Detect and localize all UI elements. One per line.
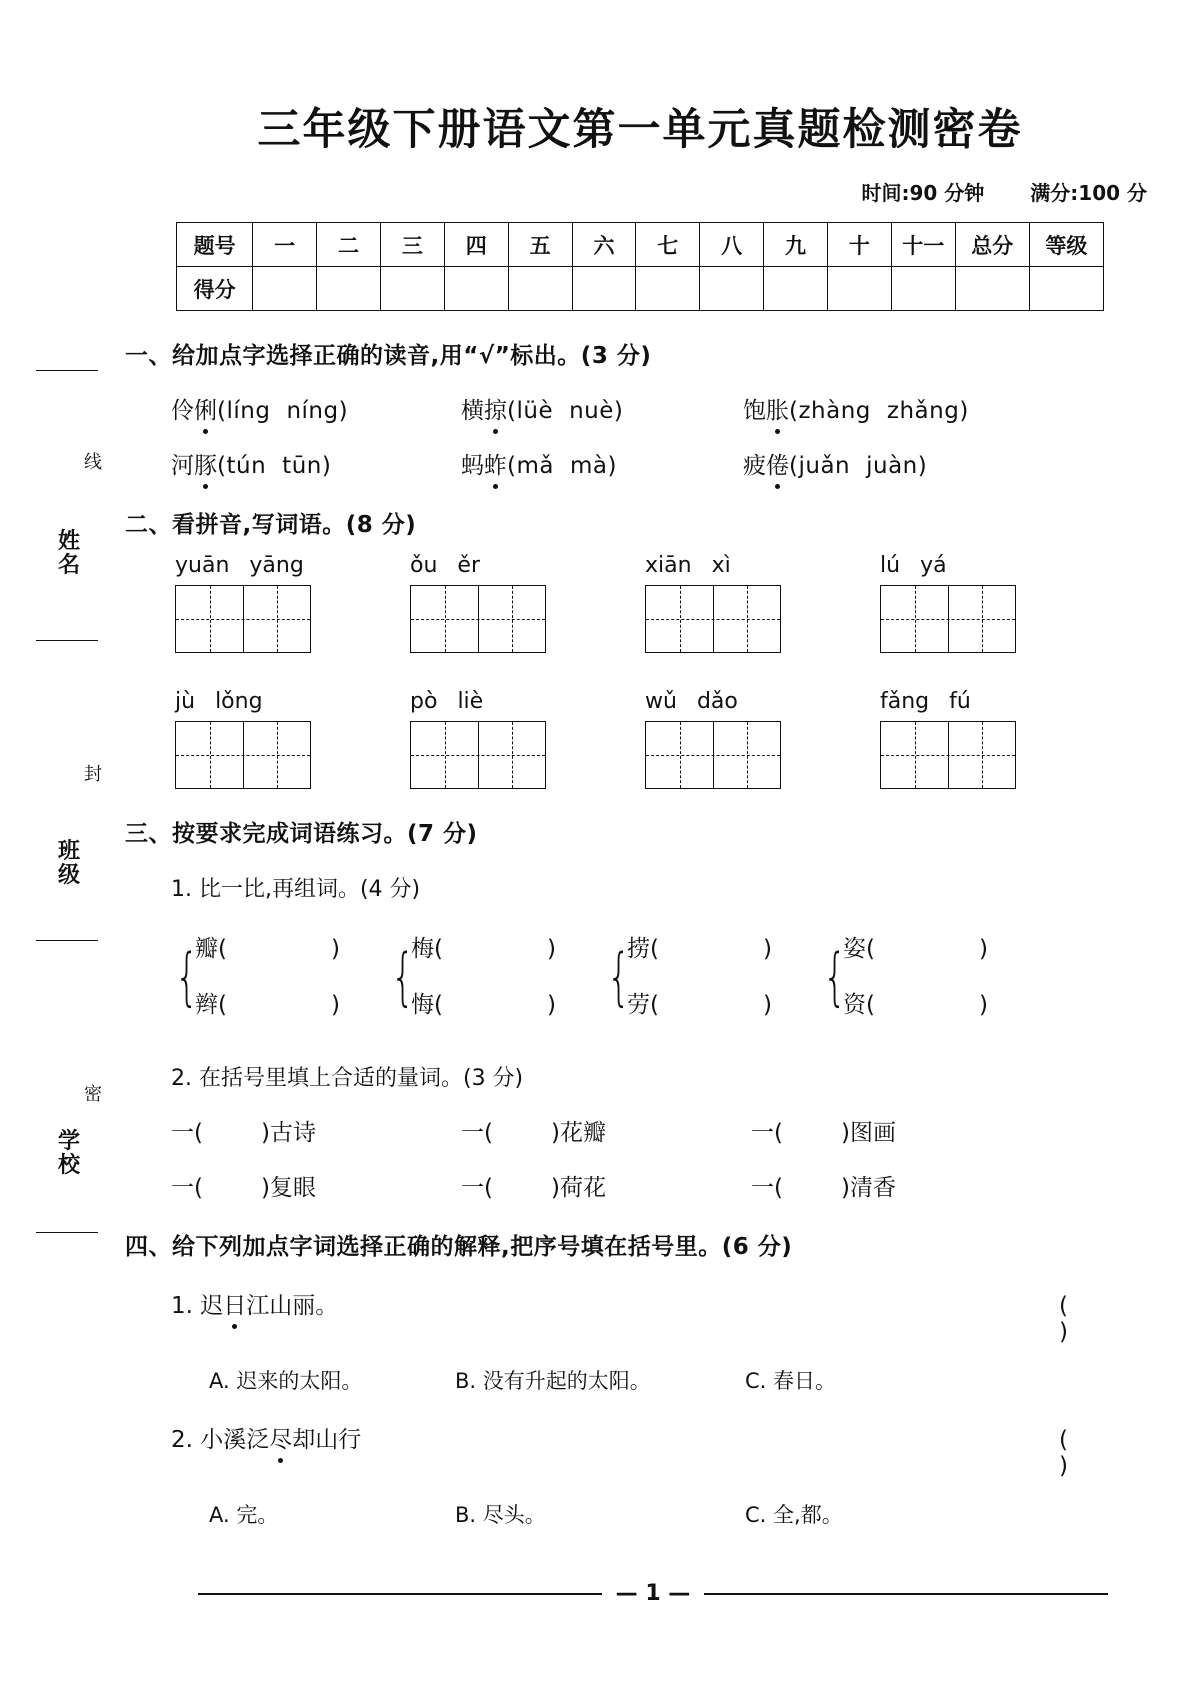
pinyin-syllable-2: yá — [920, 553, 947, 578]
pinyin-syllable-1: pò — [410, 689, 438, 714]
grid-pinyin-label — [396, 689, 631, 714]
word-char: 河 — [171, 453, 194, 479]
compare-paren-top[interactable]: ) — [978, 936, 988, 962]
pinyin-option-a[interactable]: lüè — [516, 398, 554, 424]
col-11: 十一 — [891, 223, 955, 267]
measure-open: 一( — [751, 1175, 783, 1201]
measure-word-item[interactable] — [751, 1169, 1041, 1202]
tianzige-box[interactable] — [645, 585, 781, 653]
question-char: 却山行 — [292, 1427, 362, 1453]
pinyin-syllable-1: fǎng — [880, 689, 930, 714]
left-brace-icon: { — [607, 940, 631, 1014]
measure-open: 一( — [171, 1175, 203, 1201]
dotted-char: 俐 — [194, 392, 217, 425]
seal-mark-secret — [78, 1080, 108, 1106]
margin-rule-school — [36, 1232, 98, 1233]
word-char: 横 — [461, 398, 484, 424]
compare-char-top: 瓣( — [195, 936, 227, 962]
pinyin-syllable-2: xì — [711, 553, 731, 578]
pinyin-syllable-2: yāng — [249, 553, 304, 578]
measure-word-item[interactable] — [751, 1114, 1041, 1147]
compare-paren-top[interactable]: ) — [330, 936, 340, 962]
measure-noun: )清香 — [840, 1175, 896, 1201]
col-9: 九 — [764, 223, 828, 267]
question-number: 2. — [171, 1427, 193, 1453]
col-3: 三 — [380, 223, 444, 267]
pinyin-option-b[interactable]: tūn — [282, 453, 322, 479]
compare-char-top: 梅( — [411, 936, 443, 962]
pinyin-grid-item — [161, 553, 396, 653]
question-char: 迟 — [200, 1293, 224, 1319]
exam-page — [115, 0, 1191, 1684]
compare-words-row — [175, 921, 1155, 1033]
compare-paren-top[interactable]: ) — [546, 936, 556, 962]
score-cell-11[interactable] — [891, 267, 955, 311]
pinyin-syllable-1: ǒu — [410, 553, 438, 578]
pinyin-choice-item[interactable]: 河豚(tún tūn) — [171, 447, 461, 480]
page-title: 三年级下册语文第一单元真题检测密卷 — [257, 105, 1023, 155]
grid-pinyin-label — [631, 689, 866, 714]
col-8: 八 — [700, 223, 764, 267]
margin-field-school: 学 校 — [57, 1129, 80, 1179]
option-a[interactable]: A. 迟来的太阳。 — [209, 1369, 363, 1393]
pinyin-option-b[interactable]: mà — [569, 453, 608, 479]
compare-char-bottom: 资( — [843, 992, 875, 1018]
measure-open: 一( — [461, 1120, 493, 1146]
dotted-char: 豚 — [194, 447, 217, 480]
option-c[interactable]: C. 全,都。 — [745, 1503, 843, 1527]
pinyin-option-b[interactable]: níng — [286, 398, 339, 424]
col-2: 二 — [317, 223, 381, 267]
dotted-char: 日 — [223, 1287, 246, 1320]
pinyin-choice-item[interactable]: 饱胀(zhàng zhǎng) — [743, 392, 1043, 425]
option-c[interactable]: C. 春日。 — [745, 1369, 837, 1393]
pinyin-syllable-2: dǎo — [696, 689, 738, 714]
question-char: 江山丽。 — [246, 1293, 339, 1319]
section-4-question-1 — [171, 1287, 1155, 1345]
tianzige-box[interactable] — [175, 721, 311, 789]
score-cell-5[interactable] — [508, 267, 572, 311]
compare-paren-bottom[interactable]: ) — [762, 992, 772, 1018]
measure-open: 一( — [751, 1120, 783, 1146]
word-char: 蚂 — [461, 453, 484, 479]
pinyin-grid-item — [631, 689, 866, 789]
dotted-char: 倦 — [766, 447, 789, 480]
compare-word-group — [391, 921, 607, 1033]
score-cell-10[interactable] — [827, 267, 891, 311]
pinyin-grid-item — [631, 553, 866, 653]
margin-rule-top — [36, 370, 98, 371]
pinyin-syllable-1: lú — [880, 553, 901, 578]
seal-mark-seal — [78, 760, 108, 786]
exam-meta — [125, 177, 1155, 206]
pinyin-grid-item — [866, 689, 1101, 789]
pinyin-option-a[interactable]: mǎ — [516, 453, 554, 479]
score-cell-1[interactable] — [253, 267, 317, 311]
option-b[interactable]: B. 尽头。 — [455, 1503, 546, 1527]
word-char: 伶 — [171, 398, 194, 424]
tianzige-box[interactable] — [175, 585, 311, 653]
measure-noun: )花瓣 — [550, 1120, 606, 1146]
margin-field-class: 班 级 — [57, 839, 80, 889]
grid-pinyin-label — [161, 689, 396, 714]
pinyin-grid-item — [161, 689, 396, 789]
seal-mark-label: 密 — [84, 1084, 102, 1105]
col-total: 总分 — [955, 223, 1029, 267]
score-cell-9[interactable] — [764, 267, 828, 311]
margin-field-name: 姓 名 — [57, 529, 80, 579]
compare-char-bottom: 悔( — [411, 992, 443, 1018]
dotted-char: 尽 — [269, 1421, 292, 1454]
score-cell-grade[interactable] — [1029, 267, 1103, 311]
option-b[interactable]: B. 没有升起的太阳。 — [455, 1369, 651, 1393]
pinyin-syllable-2: ěr — [457, 553, 480, 578]
col-5: 五 — [508, 223, 572, 267]
section-3-q1-heading: 1. 比一比,再组词。(4 分) — [171, 877, 421, 902]
seal-mark-label: 线 — [84, 452, 102, 473]
section-1-heading: 一、给加点字选择正确的读音,用“√”标出。(3 分) — [125, 343, 652, 369]
margin-rule-class — [36, 940, 98, 941]
section-4-options-1 — [209, 1365, 1155, 1395]
row-label-score: 得分 — [177, 267, 253, 311]
pinyin-option-a[interactable]: tún — [226, 453, 267, 479]
compare-paren-bottom[interactable]: ) — [978, 992, 988, 1018]
col-6: 六 — [572, 223, 636, 267]
score-cell-8[interactable] — [700, 267, 764, 311]
answer-blank[interactable]: ( ) — [1059, 1293, 1104, 1345]
pinyin-option-a[interactable]: zhàng — [798, 398, 871, 424]
score-cell-6[interactable] — [572, 267, 636, 311]
tianzige-box[interactable] — [410, 721, 546, 789]
dotted-char: 胀 — [766, 392, 789, 425]
measure-noun: )复眼 — [260, 1175, 316, 1201]
pinyin-option-a[interactable]: líng — [226, 398, 271, 424]
col-1: 一 — [253, 223, 317, 267]
pinyin-syllable-1: yuān — [175, 553, 230, 578]
left-brace-icon: { — [175, 940, 199, 1014]
dotted-char: 掠 — [484, 392, 507, 425]
pinyin-choice-item[interactable]: 蚂蚱(mǎ mà) — [461, 447, 743, 480]
grid-pinyin-label — [866, 689, 1101, 714]
col-7: 七 — [636, 223, 700, 267]
compare-word-group — [823, 921, 1039, 1033]
col-4: 四 — [444, 223, 508, 267]
section-2-row-1 — [161, 553, 1155, 653]
word-char: 饱 — [743, 398, 766, 424]
pinyin-option-a[interactable]: juǎn — [798, 453, 851, 479]
pinyin-grid-item — [396, 553, 631, 653]
table-row-scores — [177, 267, 1104, 311]
pinyin-syllable-2: lǒng — [215, 689, 263, 714]
grid-pinyin-label — [866, 553, 1101, 578]
score-cell-7[interactable] — [636, 267, 700, 311]
measure-open: 一( — [461, 1175, 493, 1201]
pinyin-option-b[interactable]: nuè — [569, 398, 614, 424]
pinyin-option-b[interactable]: zhǎng — [886, 398, 960, 424]
score-cell-4[interactable] — [444, 267, 508, 311]
compare-char-top: 姿( — [843, 936, 875, 962]
compare-paren-bottom[interactable]: ) — [330, 992, 340, 1018]
measure-noun: )荷花 — [550, 1175, 606, 1201]
seal-margin — [0, 0, 115, 1684]
word-char: 疲 — [743, 453, 766, 479]
compare-char-bottom: 辫( — [195, 992, 227, 1018]
measure-open: 一( — [171, 1120, 203, 1146]
exam-time: 时间:90 分钟 — [861, 181, 985, 205]
compare-word-group — [607, 921, 823, 1033]
score-cell-3[interactable] — [380, 267, 444, 311]
col-grade: 等级 — [1029, 223, 1103, 267]
score-cell-total[interactable] — [955, 267, 1029, 311]
question-number: 1. — [171, 1293, 193, 1319]
measure-word-item[interactable] — [461, 1114, 751, 1147]
section-4-options-2 — [209, 1499, 1155, 1529]
compare-char-top: 捞( — [627, 936, 659, 962]
dotted-char: 蚱 — [484, 447, 507, 480]
measure-word-item[interactable] — [171, 1114, 461, 1147]
section-1-row-2 — [171, 447, 1155, 480]
measure-noun: )图画 — [840, 1120, 896, 1146]
tianzige-box[interactable] — [880, 721, 1016, 789]
measure-word-row-2 — [171, 1169, 1155, 1202]
tianzige-box[interactable] — [645, 721, 781, 789]
pinyin-syllable-1: xiān — [645, 553, 692, 578]
section-1-row-1 — [171, 392, 1155, 425]
page-footer — [115, 1581, 1191, 1606]
section-3-heading: 三、按要求完成词语练习。(7 分) — [125, 821, 478, 847]
compare-paren-bottom[interactable]: ) — [546, 992, 556, 1018]
compare-char-bottom: 劳( — [627, 992, 659, 1018]
tianzige-box[interactable] — [880, 585, 1016, 653]
left-brace-icon: { — [391, 940, 415, 1014]
col-10: 十 — [827, 223, 891, 267]
tianzige-box[interactable] — [410, 585, 546, 653]
pinyin-grid-item — [866, 553, 1101, 653]
compare-word-group — [175, 921, 391, 1033]
grid-pinyin-label — [631, 553, 866, 578]
question-char: 小溪泛 — [200, 1427, 270, 1453]
pinyin-choice-item[interactable]: 疲倦(juǎn juàn) — [743, 447, 1043, 480]
section-4-question-2 — [171, 1421, 1155, 1479]
seal-mark-line — [78, 448, 108, 474]
pinyin-choice-item[interactable]: 伶俐(líng níng) — [171, 392, 461, 425]
left-brace-icon: { — [823, 940, 847, 1014]
score-table — [176, 222, 1104, 311]
question-text — [171, 1287, 1059, 1320]
measure-noun: )古诗 — [260, 1120, 316, 1146]
pinyin-syllable-2: liè — [457, 689, 484, 714]
measure-word-item[interactable] — [171, 1169, 461, 1202]
exam-total-score: 满分:100 分 — [1030, 181, 1147, 205]
pinyin-syllable-1: wǔ — [645, 689, 677, 714]
row-label-question: 题号 — [177, 223, 253, 267]
section-3-q2-heading: 2. 在括号里填上合适的量词。(3 分) — [171, 1066, 524, 1091]
option-a[interactable]: A. 完。 — [209, 1503, 279, 1527]
question-text — [171, 1421, 1059, 1454]
pinyin-choice-item[interactable]: 横掠(lüè nuè) — [461, 392, 743, 425]
section-2-heading: 二、看拼音,写词语。(8 分) — [125, 512, 417, 538]
compare-paren-top[interactable]: ) — [762, 936, 772, 962]
measure-word-item[interactable] — [461, 1169, 751, 1202]
grid-pinyin-label — [161, 553, 396, 578]
score-cell-2[interactable] — [317, 267, 381, 311]
section-2-row-2 — [161, 689, 1155, 789]
grid-pinyin-label — [396, 553, 631, 578]
table-row-question-numbers — [177, 223, 1104, 267]
section-4-heading: 四、给下列加点字词选择正确的解释,把序号填在括号里。(6 分) — [125, 1234, 793, 1260]
pinyin-syllable-2: fú — [949, 689, 971, 714]
seal-mark-label: 封 — [84, 764, 102, 785]
pinyin-grid-item — [396, 689, 631, 789]
pinyin-option-b[interactable]: juàn — [866, 453, 918, 479]
answer-blank[interactable]: ( ) — [1059, 1427, 1104, 1479]
pinyin-syllable-1: jù — [175, 689, 196, 714]
margin-rule-name — [36, 640, 98, 641]
page-number: — 1 — — [602, 1581, 705, 1606]
measure-word-row-1 — [171, 1114, 1155, 1147]
